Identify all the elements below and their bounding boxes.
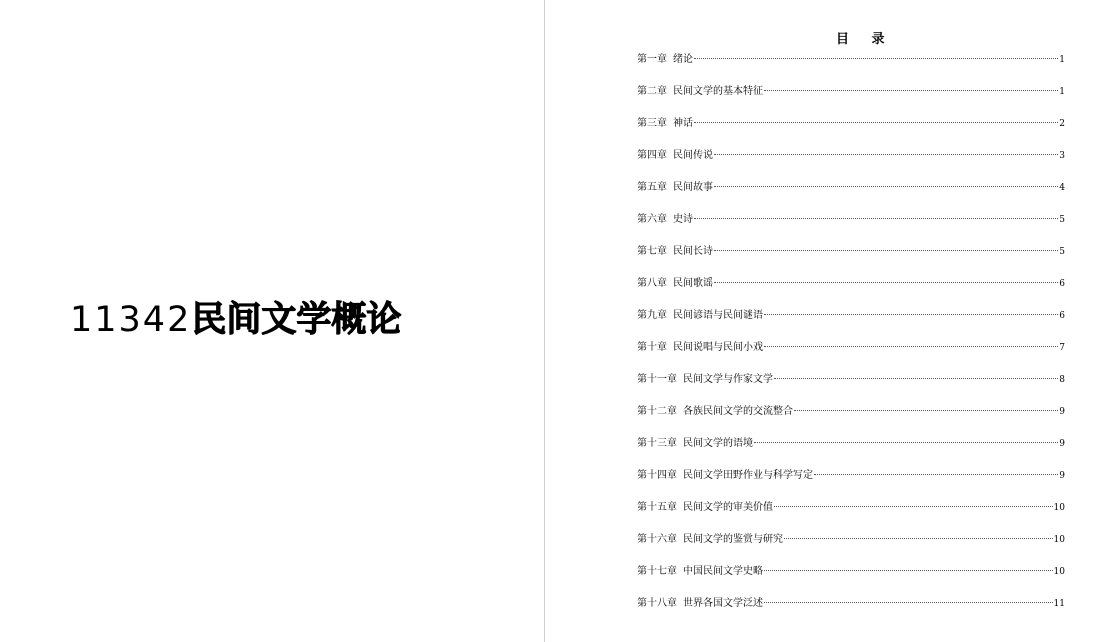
toc-page-number: 10	[1053, 503, 1065, 513]
toc-leader-dots	[794, 410, 1058, 411]
toc-entry[interactable]	[637, 275, 1065, 307]
toc-chapter-label: 第一章	[637, 54, 667, 65]
toc-leader-dots	[714, 282, 1058, 283]
toc-entry-title: 民间谚语与民间谜语	[673, 310, 763, 321]
toc-chapter-label: 第七章	[637, 246, 667, 257]
toc-entry[interactable]	[637, 403, 1065, 435]
toc-leader-dots	[764, 90, 1058, 91]
toc-entry[interactable]	[637, 339, 1065, 371]
toc-entry-title: 民间文学与作家文学	[683, 374, 773, 385]
toc-chapter-label: 第六章	[637, 214, 667, 225]
toc-entry[interactable]	[637, 307, 1065, 339]
toc-chapter-label: 第十六章	[637, 534, 677, 545]
toc-entry-title: 中国民间文学史略	[683, 566, 763, 577]
toc-entry-title: 民间故事	[673, 182, 713, 193]
toc-entry[interactable]	[637, 371, 1065, 403]
toc-leader-dots	[694, 218, 1058, 219]
toc-leader-dots	[764, 346, 1058, 347]
toc-page-number: 6	[1059, 279, 1065, 289]
toc-leader-dots	[764, 602, 1053, 603]
toc-page-number: 10	[1053, 567, 1065, 577]
course-code: 11342	[70, 300, 192, 340]
toc-chapter-label: 第九章	[637, 310, 667, 321]
toc-leader-dots	[694, 58, 1058, 59]
toc-page-number: 10	[1053, 535, 1065, 545]
cover-page	[0, 0, 544, 642]
toc-page-number: 5	[1059, 215, 1065, 225]
toc-entry-title: 民间文学的基本特征	[673, 86, 763, 97]
toc-chapter-label: 第二章	[637, 86, 667, 97]
toc-entry-title: 民间文学田野作业与科学写定	[683, 470, 813, 481]
toc-page-number: 5	[1059, 247, 1065, 257]
toc-entry[interactable]	[637, 147, 1065, 179]
cover-title	[70, 296, 401, 344]
toc-leader-dots	[814, 474, 1058, 475]
toc-page-number: 9	[1059, 407, 1065, 417]
toc-entry-title: 民间说唱与民间小戏	[673, 342, 763, 353]
toc-page-number: 11	[1053, 599, 1065, 609]
toc-entry-title: 民间传说	[673, 150, 713, 161]
toc-chapter-label: 第五章	[637, 182, 667, 193]
toc-entry[interactable]	[637, 243, 1065, 275]
toc-entry-title: 民间歌谣	[673, 278, 713, 289]
toc-entry[interactable]	[637, 499, 1065, 531]
toc-entry-title: 神话	[673, 118, 693, 129]
toc-chapter-label: 第十章	[637, 342, 667, 353]
toc-chapter-label: 第十一章	[637, 374, 677, 385]
toc-page-number: 7	[1059, 343, 1065, 353]
toc-chapter-label: 第十八章	[637, 598, 677, 609]
toc-entry[interactable]	[637, 435, 1065, 467]
toc-page-number: 6	[1059, 311, 1065, 321]
toc-page-number: 1	[1059, 87, 1065, 97]
toc-leader-dots	[694, 122, 1058, 123]
toc-list	[637, 51, 1065, 627]
toc-entry-title: 民间文学的审美价值	[683, 502, 773, 513]
toc-chapter-label: 第十五章	[637, 502, 677, 513]
toc-entry[interactable]	[637, 467, 1065, 499]
toc-page-number: 8	[1059, 375, 1065, 385]
toc-leader-dots	[764, 314, 1058, 315]
toc-page-number: 9	[1059, 471, 1065, 481]
toc-page	[545, 0, 1116, 642]
toc-page-number: 2	[1059, 119, 1065, 129]
toc-leader-dots	[764, 570, 1053, 571]
toc-entry-title: 民间文学的语境	[683, 438, 753, 449]
toc-chapter-label: 第八章	[637, 278, 667, 289]
toc-chapter-label: 第三章	[637, 118, 667, 129]
toc-entry[interactable]	[637, 595, 1065, 627]
toc-entry[interactable]	[637, 115, 1065, 147]
toc-page-number: 4	[1059, 183, 1065, 193]
toc-entry[interactable]	[637, 531, 1065, 563]
toc-leader-dots	[714, 250, 1058, 251]
toc-entry-title: 绪论	[673, 54, 693, 65]
toc-entry-title: 民间文学的鉴赏与研究	[683, 534, 783, 545]
toc-entry-title: 世界各国文学泛述	[683, 598, 763, 609]
toc-entry-title: 各族民间文学的交流整合	[683, 406, 793, 417]
toc-chapter-label: 第十七章	[637, 566, 677, 577]
toc-entry-title: 民间长诗	[673, 246, 713, 257]
toc-chapter-label: 第四章	[637, 150, 667, 161]
toc-page-number: 1	[1059, 55, 1065, 65]
toc-entry[interactable]	[637, 179, 1065, 211]
toc-entry-title: 史诗	[673, 214, 693, 225]
toc-page-number: 9	[1059, 439, 1065, 449]
toc-chapter-label: 第十四章	[637, 470, 677, 481]
toc-page-number: 3	[1059, 151, 1065, 161]
toc-chapter-label: 第十三章	[637, 438, 677, 449]
toc-entry[interactable]	[637, 83, 1065, 115]
course-name: 民间文学概论	[191, 300, 402, 340]
toc-leader-dots	[774, 506, 1053, 507]
toc-chapter-label: 第十二章	[637, 406, 677, 417]
toc-leader-dots	[774, 378, 1058, 379]
toc-entry[interactable]	[637, 211, 1065, 243]
toc-leader-dots	[714, 154, 1058, 155]
toc-leader-dots	[754, 442, 1058, 443]
toc-entry[interactable]	[637, 563, 1065, 595]
toc-heading: 目 录	[836, 32, 894, 47]
toc-leader-dots	[714, 186, 1058, 187]
toc-leader-dots	[784, 538, 1053, 539]
toc-entry[interactable]	[637, 51, 1065, 83]
